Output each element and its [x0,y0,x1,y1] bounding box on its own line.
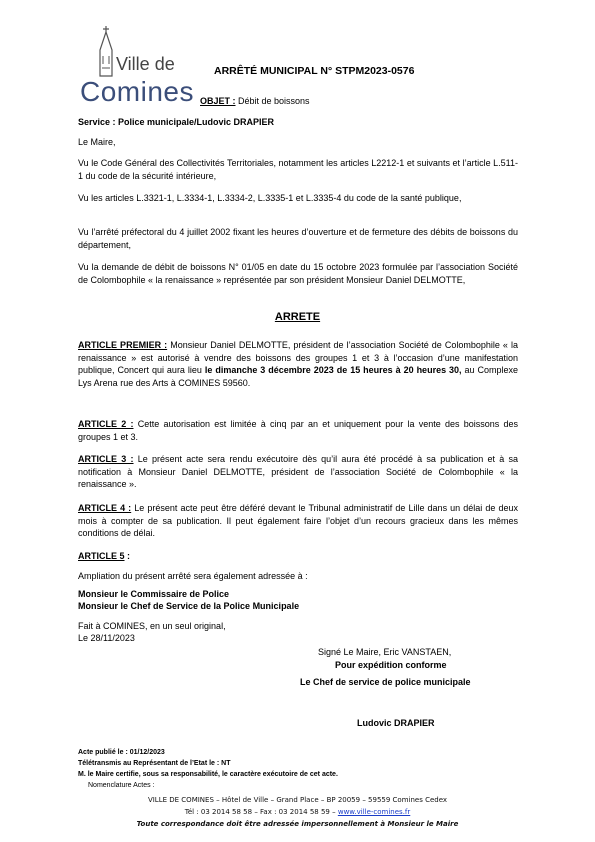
objet-value: Débit de boissons [235,96,310,106]
footer-certifie: M. le Maire certifie, sous sa responsabilité, le caractère exécutoire de cet acte. [78,771,338,778]
article-5 [78,550,518,563]
logo-comines-text: Comines [80,76,194,107]
article-2-text: Cette autorisation est limitée à cinq par an et uniquement pour la vente des boissons des groupes 1 et 3. [78,419,518,442]
recipient-2: Monsieur le Chef de Service de la Police Municipale [78,601,300,611]
article-5-label: ARTICLE 5 [78,551,125,561]
article-2-label: ARTICLE 2 : [78,419,134,429]
objet-line [200,96,310,106]
article-4-text: Le présent acte peut être déféré devant le Tribunal administratif de Lille dans un délai de deux mois à compter de sa publication. Il peut également faire l’objet d’un recours gracieux dans les mêmes conditions de délai. [78,503,518,538]
article-1-text: Monsieur Daniel DELMOTTE, président de l’association Société de Colombophile « la renaissance » est autorisé à vendre des boissons des groupes 1 et 3 à l’occasion d’une manifestation publique, Concert qui aura lieu [78,340,518,375]
footer-tel: Tél : 03 2014 58 58 – Fax : 03 2014 58 59 – [184,808,338,816]
service-line: Service : Police municipale/Ludovic DRAPIER [78,117,275,127]
vu-paragraph-4: Vu la demande de débit de boissons N° 01/05 en date du 15 octobre 2023 formulée par l’association Société de Colombophile « la renaissance » représentée par son président Monsieur Daniel DELMOTTE, [78,262,518,285]
article-4 [78,502,518,540]
article-3-text: Le présent acte sera rendu exécutoire dès qu’il aura été procédé à sa publication et à sa notification à Monsieur Daniel DELMOTTE, président de l’association Société de Colombophile « la renaissance ». [78,454,518,489]
footer-nomenclature: Nomenclature Actes : [88,782,155,789]
article-5-colon: : [124,551,131,561]
recipient-1: Monsieur le Commissaire de Police [78,589,230,599]
vu-paragraph-1: Vu le Code Général des Collectivités Territoriales, notamment les articles L2212-1 et suivants et l’article L.511-1 du code de la sécurité intérieure, [78,158,518,181]
city-logo [78,24,198,114]
website-link[interactable]: www.ville-comines.fr [337,808,411,816]
signature-line-1: Signé Le Maire, Eric VANSTAEN, [318,647,452,657]
article-3-label: ARTICLE 3 : [78,454,134,464]
document-title: ARRÊTÉ MUNICIPAL N° STPM2023-0576 [214,65,415,77]
ampliation-line: Ampliation du présent arrêté sera également adressée à : [78,571,308,581]
signature-line-3: Le Chef de service de police municipale [300,677,471,687]
objet-label: OBJET : [200,96,236,106]
article-3 [78,453,518,491]
footer-address: VILLE DE COMINES – Hôtel de Ville – Grand Place – BP 20059 – 59559 Comines Cedex [147,796,448,804]
signature-line-2: Pour expédition conforme [335,660,447,670]
article-1-date: le dimanche 3 décembre 2023 de 15 heures à 20 heures 30, [204,365,462,375]
vu-paragraph-2: Vu les articles L.3321-1, L.3334-1, L.3334-2, L.3335-1 et L.3335-4 du code de la santé publique, [78,193,462,203]
fait-line: Fait à COMINES, en un seul original, [78,621,226,631]
le-maire: Le Maire, [78,137,116,147]
article-1-end: au Complexe Lys Arena rue des Arts à COMINES 59560. [78,365,518,388]
signatory-name: Ludovic DRAPIER [357,718,435,728]
article-2 [78,418,518,443]
article-1-label: ARTICLE PREMIER : [78,340,168,350]
date-line: Le 28/11/2023 [78,633,135,643]
vu-paragraph-3: Vu l’arrêté préfectoral du 4 juillet 2002 fixant les heures d’ouverture et de fermeture des débits de boissons du département, [78,227,518,250]
logo-ville-text: Ville de [116,54,175,74]
article-4-label: ARTICLE 4 : [78,503,132,513]
footer-correspondance: Toute correspondance doit être adressée impersonnellement à Monsieur le Maire [136,820,459,828]
article-1 [78,339,518,389]
footer-publie: Acte publié le : 01/12/2023 [78,749,165,756]
footer-teletransmis: Télétransmis au Représentant de l’Etat le : NT [78,760,231,767]
footer-contact [0,808,595,816]
arrete-heading: ARRETE [274,311,321,323]
